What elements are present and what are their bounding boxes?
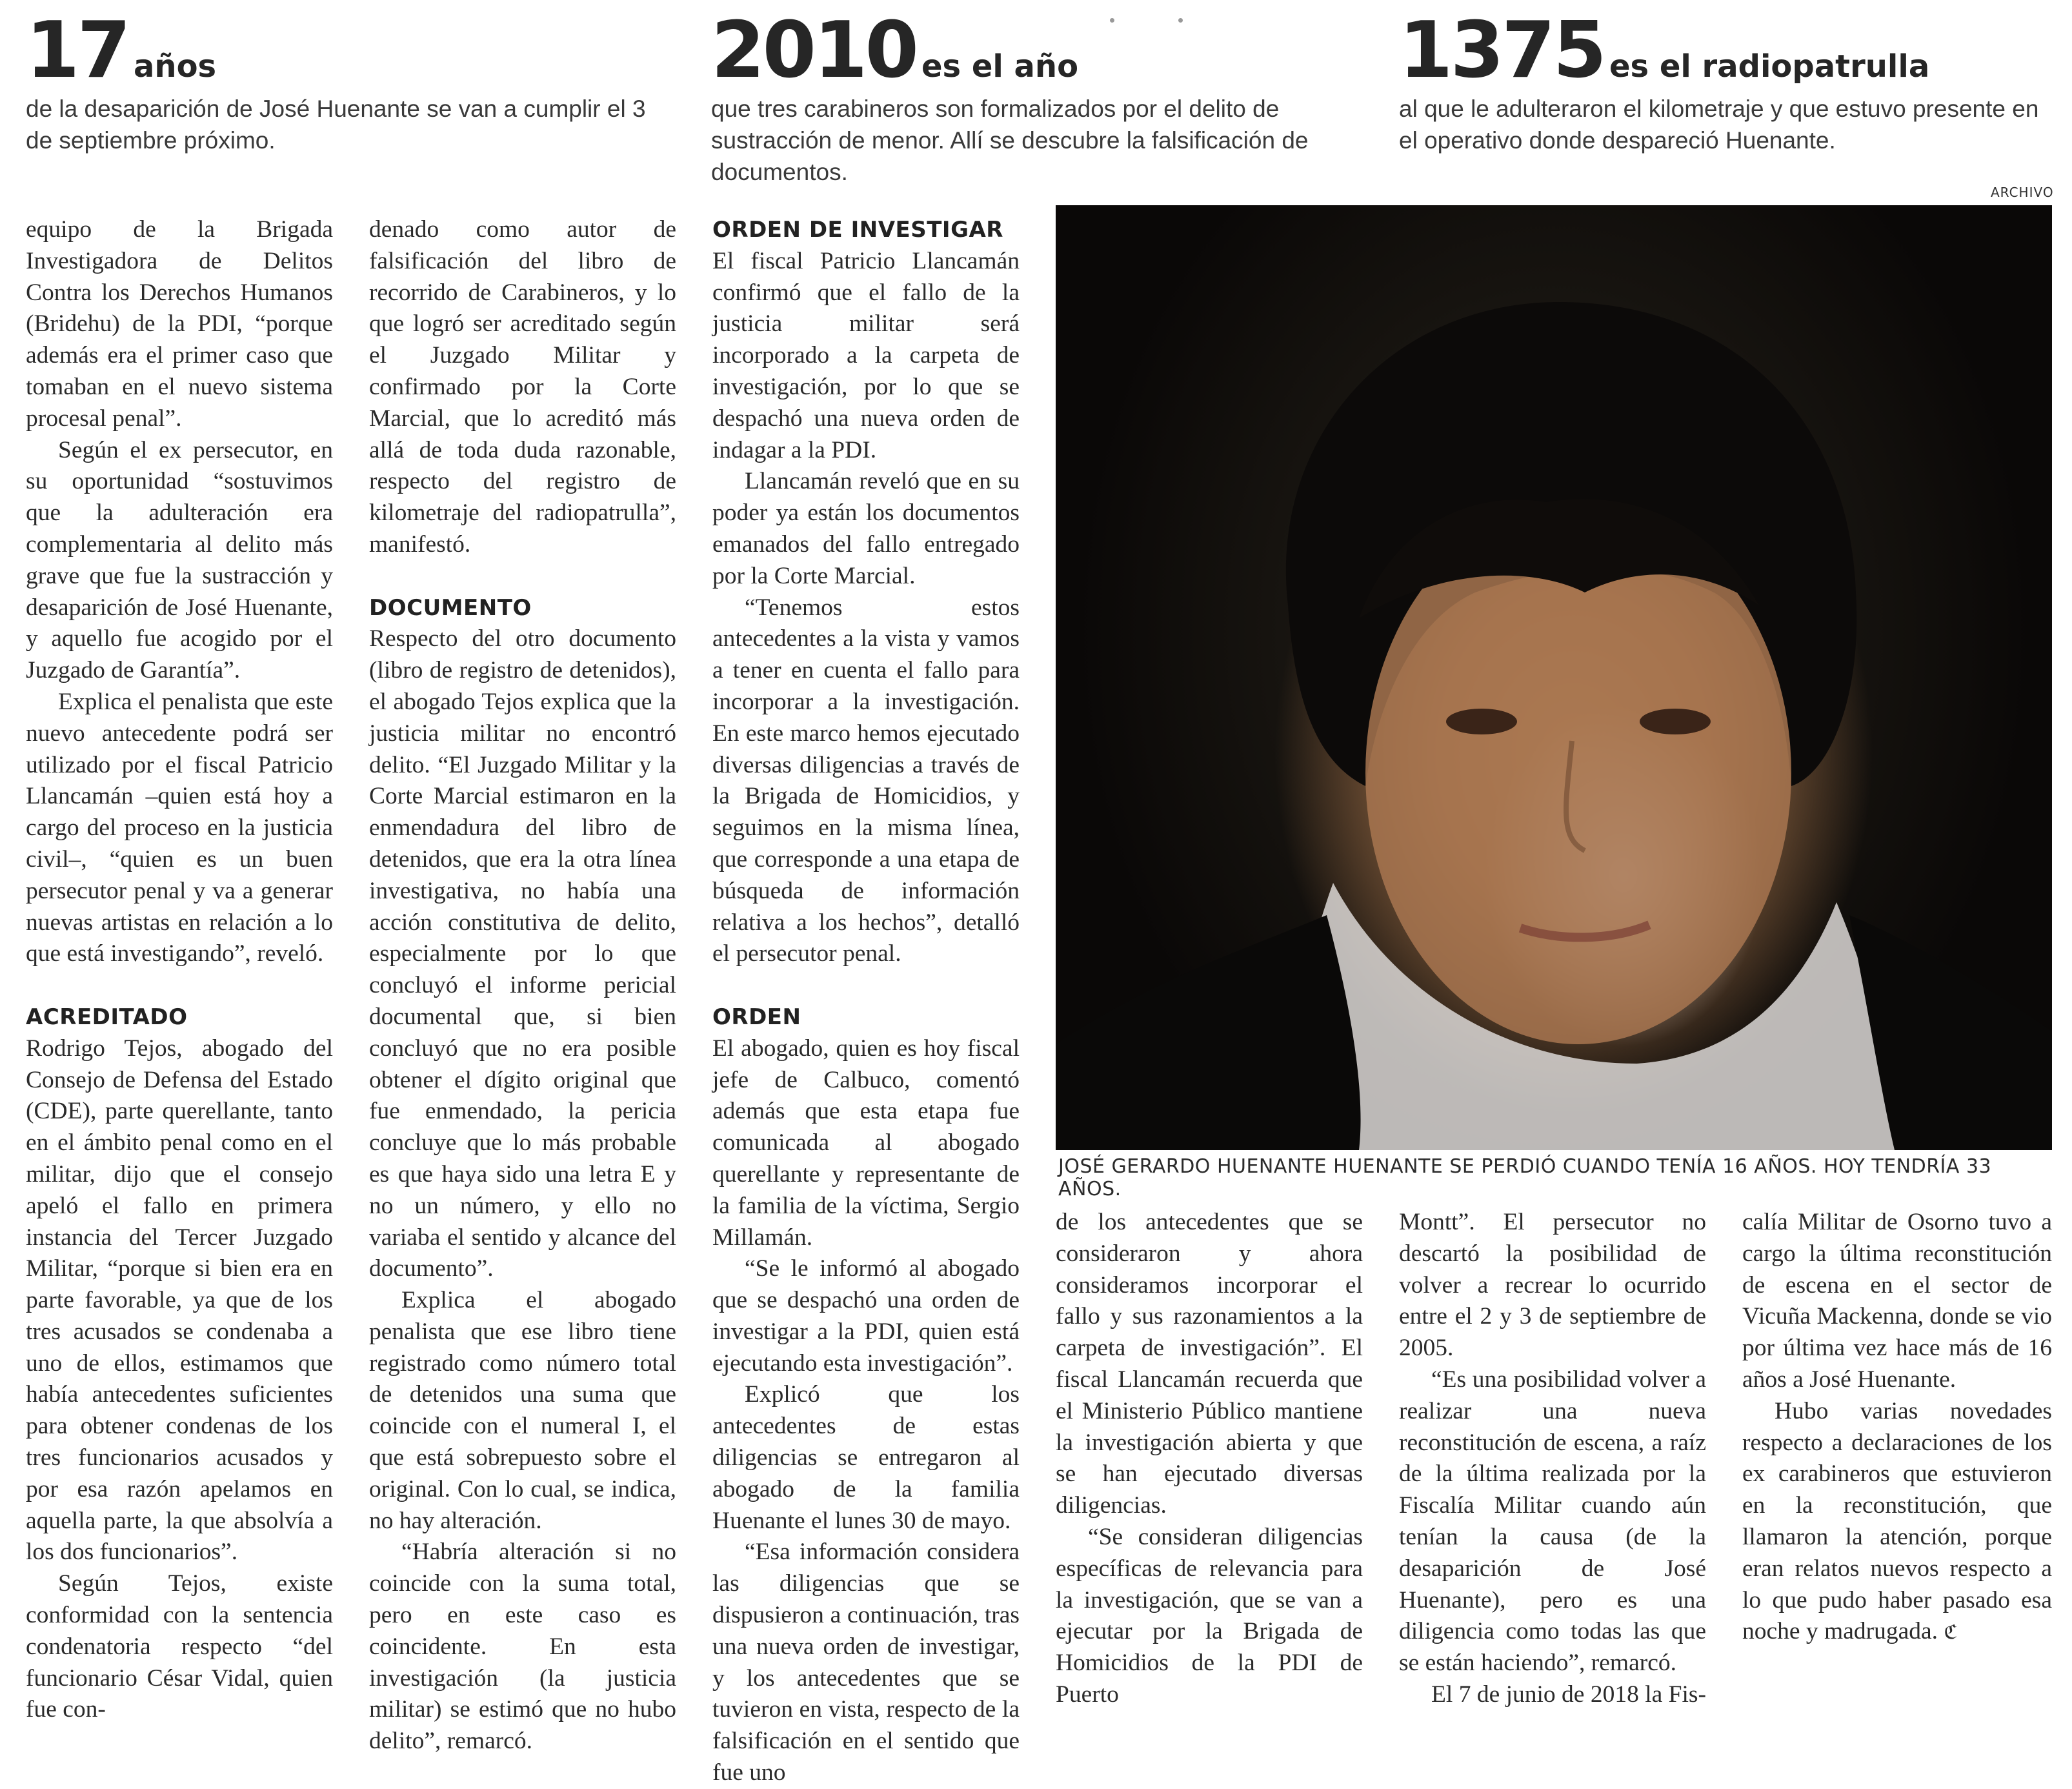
paragraph: calía Militar de Osorno tuvo a cargo la última reconstitución de escena en el sector de Vicuña Mackenna, donde se vio por última vez hace más de 16 años a José Huenante. xyxy=(1742,1209,2052,1393)
fact-description: al que le adulteraron el kilometraje y que estuvo presente en el operativo donde despareció Huenante. xyxy=(1399,96,2039,154)
fact-description: que tres carabineros son formalizados por el delito de sustracción de menor. Allí se descubre la falsificación de documentos. xyxy=(711,96,1309,185)
paragraph: Explicó que los antecedentes de estas diligencias se entregaron al abogado de la familia Huenante el lunes 30 de mayo. xyxy=(712,1381,1020,1534)
portrait-photo xyxy=(1056,205,2052,1150)
paragraph: “Se le informó al abogado que se despachó una orden de investigar a la PDI, quien está ejecutando esta investigación”. xyxy=(712,1255,1020,1377)
decorative-dot xyxy=(1110,18,1114,23)
article-column-1 xyxy=(26,214,333,1726)
paragraph: “Se consideran diligencias específicas de relevancia para la investigación, que se van a ejecutar por la Brigada de Homicidios de la PDI de Puerto xyxy=(1056,1523,1363,1708)
fact-number: 1375 xyxy=(1399,6,1604,96)
fact-17-years xyxy=(26,6,671,156)
decorative-dot xyxy=(1178,18,1183,23)
fact-label: es el radiopatrulla xyxy=(1609,48,1930,85)
paragraph: equipo de la Brigada Investigadora de Delitos Contra los Derechos Humanos (Bridehu) de la PDI, “porque además era el primer caso que tomaban en el nuevo sistema procesal penal”. xyxy=(26,216,333,432)
paragraph: “Habría alteración si no coincide con la suma total, pero en este caso es coincidente. En esta investigación (la justicia militar) se estimó que no hubo delito”, remarcó. xyxy=(369,1539,676,1755)
paragraph: El fiscal Patricio Llancamán confirmó que el fallo de la justicia militar será incorporado a la carpeta de investigación, por lo que se despachó una nueva orden de indagar a la PDI. xyxy=(712,247,1020,463)
fact-1375-patrol-car xyxy=(1399,6,2051,156)
subheading-orden-de-investigar: ORDEN DE INVESTIGAR xyxy=(712,217,1003,243)
paragraph: de los antecedentes que se consideraron y ahora consideramos incorporar el fallo y sus razonamientos a la carpeta de investigación”. El fiscal Llancamán recuerda que el Ministerio Público mantiene la investigación abierta y que se han ejecutado diversas diligencias. xyxy=(1056,1209,1363,1519)
paragraph: El abogado, quien es hoy fiscal jefe de Calbuco, comentó además que esta etapa fue comunicada al abogado querellante y representante de la familia de la víctima, Sergio Millamán. xyxy=(712,1035,1020,1251)
article-column-2 xyxy=(369,214,676,1757)
fact-description: de la desaparición de José Huenante se van a cumplir el 3 de septiembre próximo. xyxy=(26,96,646,154)
fact-number: 17 xyxy=(26,6,128,96)
paragraph: Explica el abogado penalista que ese libro tiene registrado como número total de detenidos una suma que coincide con el numeral I, el que está sobrepuesto sobre el original. Con lo cual, se indica, no hay alteración. xyxy=(369,1287,676,1534)
paragraph: denado como autor de falsificación del libro de recorrido de Carabineros, y lo que logró ser acreditado según el Juzgado Militar y confirmado por la Corte Marcial, que lo acreditó más allá de toda duda razonable, respecto del registro de kilometraje del radiopatrulla”, manifestó. xyxy=(369,216,676,558)
paragraph: Según el ex persecutor, en su oportunidad “sostuvimos que la adulteración era complementaria al delito más grave que fue la sustracción y desaparición de José Huenante, y aquello fue acogido por el Juzgado de Garantía”. xyxy=(26,436,333,684)
article-column-6 xyxy=(1742,1207,2052,1649)
paragraph: Respecto del otro documento (libro de registro de detenidos), el abogado Tejos explica que la justicia militar no encontró delito. “El Juzgado Militar y la Corte Marcial estimaron en la enmendadura del libro de detenidos, que era la otra línea investigativa, no había una acción constitutiva de delito, especialmente por lo que concluyó el informe pericial documental que, si bien concluyó que no era posible obtener el dígito original que fue enmendado, la pericia concluye que lo más probable es que haya sido una letra E y no un número, y ello no variaba el sentido y alcance del documento”. xyxy=(369,625,676,1282)
paragraph xyxy=(1742,1396,2052,1649)
paragraph: Explica el penalista que este nuevo antecedente podrá ser utilizado por el fiscal Patricio Llancamán –quien está hoy a cargo del proceso en la justicia civil–, “quien es un buen persecutor penal y va a generar nuevas artistas en relación a lo que está investigando”, reveló. xyxy=(26,688,333,967)
paragraph: Rodrigo Tejos, abogado del Consejo de Defensa del Estado (CDE), parte querellante, tanto en el ámbito penal como en el militar, dijo que el consejo apeló el fallo en primera instancia del Tercer Juzgado Militar, “porque si bien era en parte favorable, ya que de los tres acusados se condenaba a uno de ellos, estimamos que había antecedentes suficientes para obtener condenas de los tres funcionarios acusados y por esa razón apelamos en aquella parte, la que absolvía a los dos funcionarios”. xyxy=(26,1035,333,1566)
article-column-5 xyxy=(1399,1207,1706,1711)
end-of-article-mark: ℭ xyxy=(1944,1621,1958,1644)
subheading-documento: DOCUMENTO xyxy=(369,594,532,621)
fact-label: años xyxy=(134,48,217,85)
paragraph: “Tenemos estos antecedentes a la vista y vamos a tener en cuenta el fallo para incorporar a la investigación. En este marco hemos ejecutado diversas diligencias a través de la Brigada de Homicidios, y seguimos en la misma línea, que corresponde a una etapa de búsqueda de información relativa a los hechos”, detalló el persecutor penal. xyxy=(712,594,1020,967)
photo-credit: ARCHIVO xyxy=(1991,185,2054,200)
paragraph: “Es una posibilidad volver a realizar una nueva reconstitución de escena, a raíz de la última realizada por la Fiscalía Militar cuando aún tenían la causa (de la desaparición de José Huenante), pero es una diligencia como todas las que se están haciendo”, remarcó. xyxy=(1399,1366,1706,1677)
paragraph: El 7 de junio de 2018 la Fis- xyxy=(1431,1681,1706,1708)
portrait-illustration xyxy=(1056,205,2052,1150)
fact-2010-year xyxy=(711,6,1369,188)
paragraph: “Esa información considera las diligencias que se dispusieron a continuación, tras una nueva orden de investigar, y los antecedentes que se tuvieron en vista, respecto de la falsificación en el sentido que fue uno xyxy=(712,1539,1020,1786)
paragraph: Según Tejos, existe conformidad con la sentencia condenatoria respecto “del funcionario César Vidal, quien fue con- xyxy=(26,1570,333,1723)
fact-number: 2010 xyxy=(711,6,916,96)
subheading-acreditado: ACREDITADO xyxy=(26,1004,188,1030)
photo-caption: JOSÉ GERARDO HUENANTE HUENANTE SE PERDIÓ CUANDO TENÍA 16 AÑOS. HOY TENDRÍA 33 AÑOS. xyxy=(1058,1155,1992,1200)
subheading-orden: ORDEN xyxy=(712,1004,801,1030)
paragraph: Llancamán reveló que en su poder ya están los documentos emanados del fallo entregado por la Corte Marcial. xyxy=(712,468,1020,589)
article-column-4 xyxy=(1056,1207,1363,1711)
paragraph: Montt”. El persecutor no descartó la posibilidad de volver a recrear lo ocurrido entre el 2 y 3 de septiembre de 2005. xyxy=(1399,1209,1706,1362)
fact-label: es el año xyxy=(921,48,1079,85)
article-column-3 xyxy=(712,214,1020,1789)
paragraph-text: Hubo varias novedades respecto a declaraciones de los ex carabineros que estuvieron en la reconstitución, que llamaron la atención, porque eran relatos nuevos respecto a lo que pudo haber pasado esa noche y madrugada. xyxy=(1742,1397,2052,1645)
